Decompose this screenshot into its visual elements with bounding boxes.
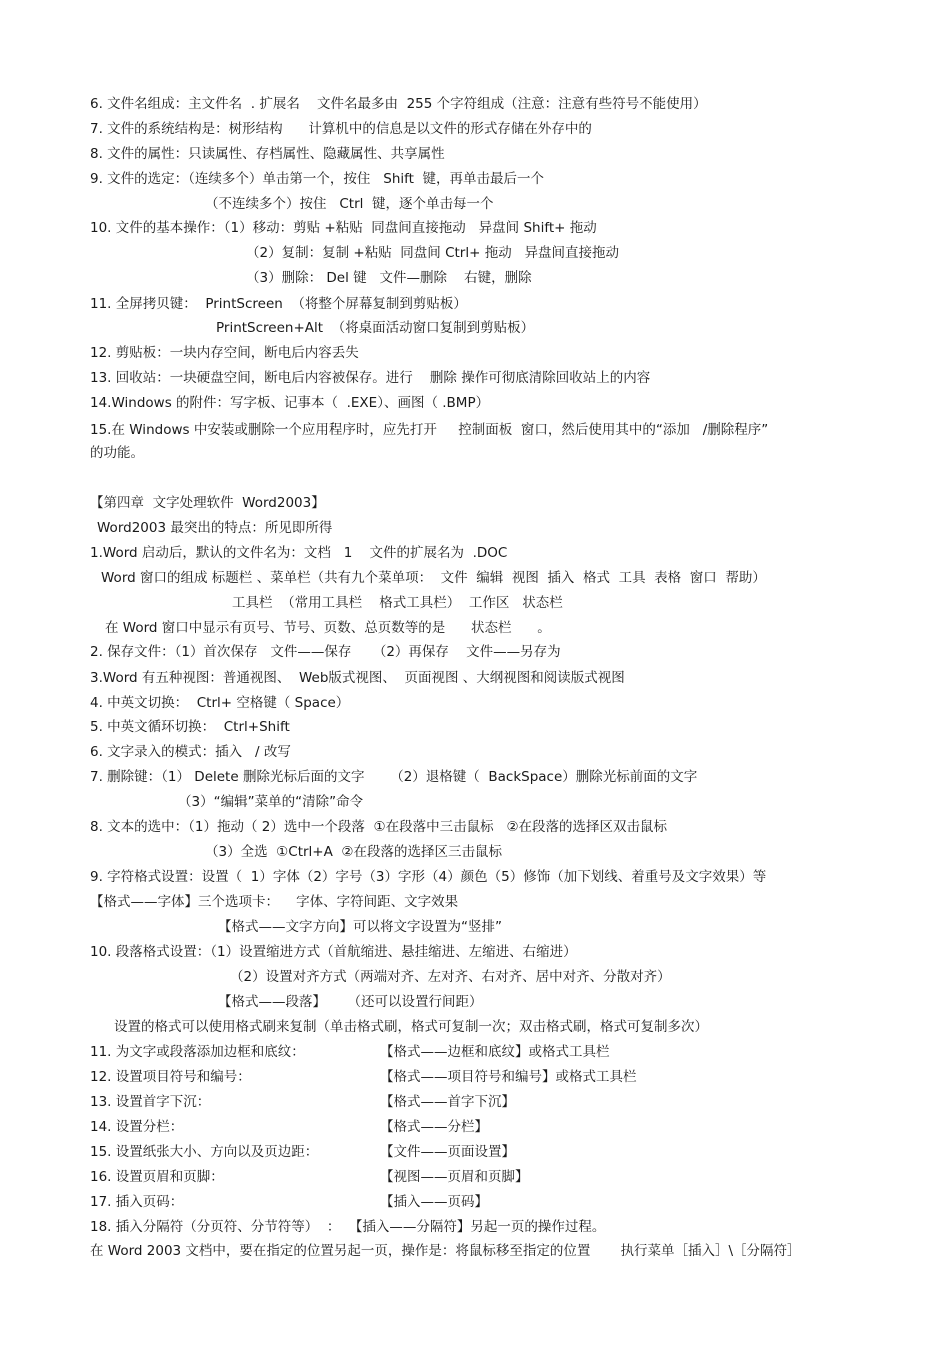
text-line: 14. 设置分栏： bbox=[90, 1119, 184, 1135]
chapter-heading: 【第四章 文字处理软件 Word2003】 bbox=[90, 495, 325, 511]
text-line: 13. 回收站：一块硬盘空间，断电后内容被保存。进行 删除 操作可彻底清除回收站上的内容 bbox=[90, 370, 651, 386]
text-line: 【文件——页面设置】 bbox=[380, 1144, 515, 1160]
text-line: 【格式——段落】 （还可以设置行间距） bbox=[218, 994, 483, 1010]
text-line: （2）设置对齐方式（两端对齐、左对齐、右对齐、居中对齐、分散对齐） bbox=[230, 969, 671, 985]
text-line: 12. 设置项目符号和编号： bbox=[90, 1069, 251, 1085]
text-line: 在 Word 窗口中显示有页号、节号、页数、总页数等的是 状态栏 。 bbox=[105, 620, 551, 636]
text-line: 15. 设置纸张大小、方向以及页边距： bbox=[90, 1144, 319, 1160]
text-line: 【视图——页眉和页脚】 bbox=[380, 1169, 529, 1185]
text-line: 18. 插入分隔符（分页符、分节符等） ： 【插入——分隔符】另起一页的操作过程。 bbox=[90, 1219, 606, 1235]
text-line: 6. 文件名组成：主文件名 . 扩展名 文件名最多由 255 个字符组成（注意：注意有些符号不能使用） bbox=[90, 96, 707, 112]
text-line: 【格式——文字方向】可以将文字设置为“竖排” bbox=[218, 919, 502, 935]
text-line: 4. 中英文切换： Ctrl+ 空格键（ Space） bbox=[90, 695, 350, 711]
text-line: 【格式——项目符号和编号】或格式工具栏 bbox=[380, 1069, 637, 1085]
text-line: 13. 设置首字下沉： bbox=[90, 1094, 211, 1110]
text-line: 6. 文字录入的模式：插入 / 改写 bbox=[90, 744, 291, 760]
text-line: （3）全选 ①Ctrl+A ②在段落的选择区三击鼠标 bbox=[205, 844, 503, 860]
text-line: 设置的格式可以使用格式刷来复制（单击格式刷，格式可复制一次；双击格式刷，格式可复制多次） bbox=[114, 1019, 708, 1035]
text-line: 10. 段落格式设置：（1）设置缩进方式（首航缩进、悬挂缩进、左缩进、右缩进） bbox=[90, 944, 577, 960]
text-line: 【格式——分栏】 bbox=[380, 1119, 488, 1135]
text-line: 1.Word 启动后，默认的文件名为：文档 1 文件的扩展名为 .DOC bbox=[90, 545, 508, 561]
text-line: 9. 字符格式设置：设置（ 1）字体（2）字号（3）字形（4）颜色（5）修饰（加下划线、着重号及文字效果）等 bbox=[90, 869, 767, 885]
text-line: 的功能。 bbox=[90, 445, 144, 461]
text-line: 【格式——字体】三个选项卡： 字体、字符间距、文字效果 bbox=[90, 894, 459, 910]
text-line: 在 Word 2003 文档中，要在指定的位置另起一页，操作是：将鼠标移至指定的位置 执行菜单［插入］\［分隔符］ bbox=[90, 1243, 801, 1259]
text-line: 10. 文件的基本操作：（1）移动：剪贴 +粘贴 同盘间直接拖动 异盘间 Shift+ 拖动 bbox=[90, 220, 597, 236]
text-line: 12. 剪贴板：一块内存空间，断电后内容丢失 bbox=[90, 345, 359, 361]
text-line: PrintScreen+Alt （将桌面活动窗口复制到剪贴板） bbox=[216, 320, 535, 336]
text-line: （不连续多个）按住 Ctrl 键，逐个单击每一个 bbox=[205, 196, 494, 212]
text-line: （3）“编辑”菜单的“清除”命令 bbox=[178, 794, 364, 810]
text-line: 8. 文件的属性：只读属性、存档属性、隐藏属性、共享属性 bbox=[90, 146, 445, 162]
text-line: 【格式——边框和底纹】或格式工具栏 bbox=[380, 1044, 610, 1060]
text-line: 7. 删除键：（1） Delete 删除光标后面的文字 （2）退格键（ BackSpace）删除光标前面的文字 bbox=[90, 769, 698, 785]
text-line: 17. 插入页码： bbox=[90, 1194, 184, 1210]
text-line: 11. 为文字或段落添加边框和底纹： bbox=[90, 1044, 305, 1060]
text-line: 8. 文本的选中：（1）拖动（ 2）选中一个段落 ①在段落中三击鼠标 ②在段落的选择区双击鼠标 bbox=[90, 819, 668, 835]
text-line: （2）复制：复制 +粘贴 同盘间 Ctrl+ 拖动 异盘间直接拖动 bbox=[246, 245, 620, 261]
text-line: 11. 全屏拷贝键： PrintScreen （将整个屏幕复制到剪贴板） bbox=[90, 296, 467, 312]
text-line: 14.Windows 的附件：写字板、记事本（ .EXE）、画图（ .BMP） bbox=[90, 395, 490, 411]
text-line: 16. 设置页眉和页脚： bbox=[90, 1169, 224, 1185]
text-line: Word 窗口的组成 标题栏 、菜单栏（共有九个菜单项： 文件 编辑 视图 插入 格式 工具 表格 窗口 帮助） bbox=[101, 570, 766, 586]
text-line: 工具栏 （常用工具栏 格式工具栏） 工作区 状态栏 bbox=[232, 595, 563, 611]
text-line: （3）删除： Del 键 文件—删除 右键，删除 bbox=[246, 270, 532, 286]
text-line: 9. 文件的选定：（连续多个）单击第一个，按住 Shift 键，再单击最后一个 bbox=[90, 171, 545, 187]
text-line: 3.Word 有五种视图：普通视图、 Web版式视图、 页面视图 、大纲视图和阅读版式视图 bbox=[90, 670, 625, 686]
text-line: Word2003 最突出的特点：所见即所得 bbox=[97, 520, 333, 536]
text-line: 5. 中英文循环切换： Ctrl+Shift bbox=[90, 719, 290, 735]
text-line: 【插入——页码】 bbox=[380, 1194, 488, 1210]
text-line: 【格式——首字下沉】 bbox=[380, 1094, 515, 1110]
text-line: 15.在 Windows 中安装或删除一个应用程序时，应先打开 控制面板 窗口，然后使用其中的“添加 /删除程序” bbox=[90, 422, 769, 438]
text-line: 7. 文件的系统结构是：树形结构 计算机中的信息是以文件的形式存储在外存中的 bbox=[90, 121, 592, 137]
text-line: 2. 保存文件：（1）首次保存 文件——保存 （2）再保存 文件——另存为 bbox=[90, 644, 561, 660]
